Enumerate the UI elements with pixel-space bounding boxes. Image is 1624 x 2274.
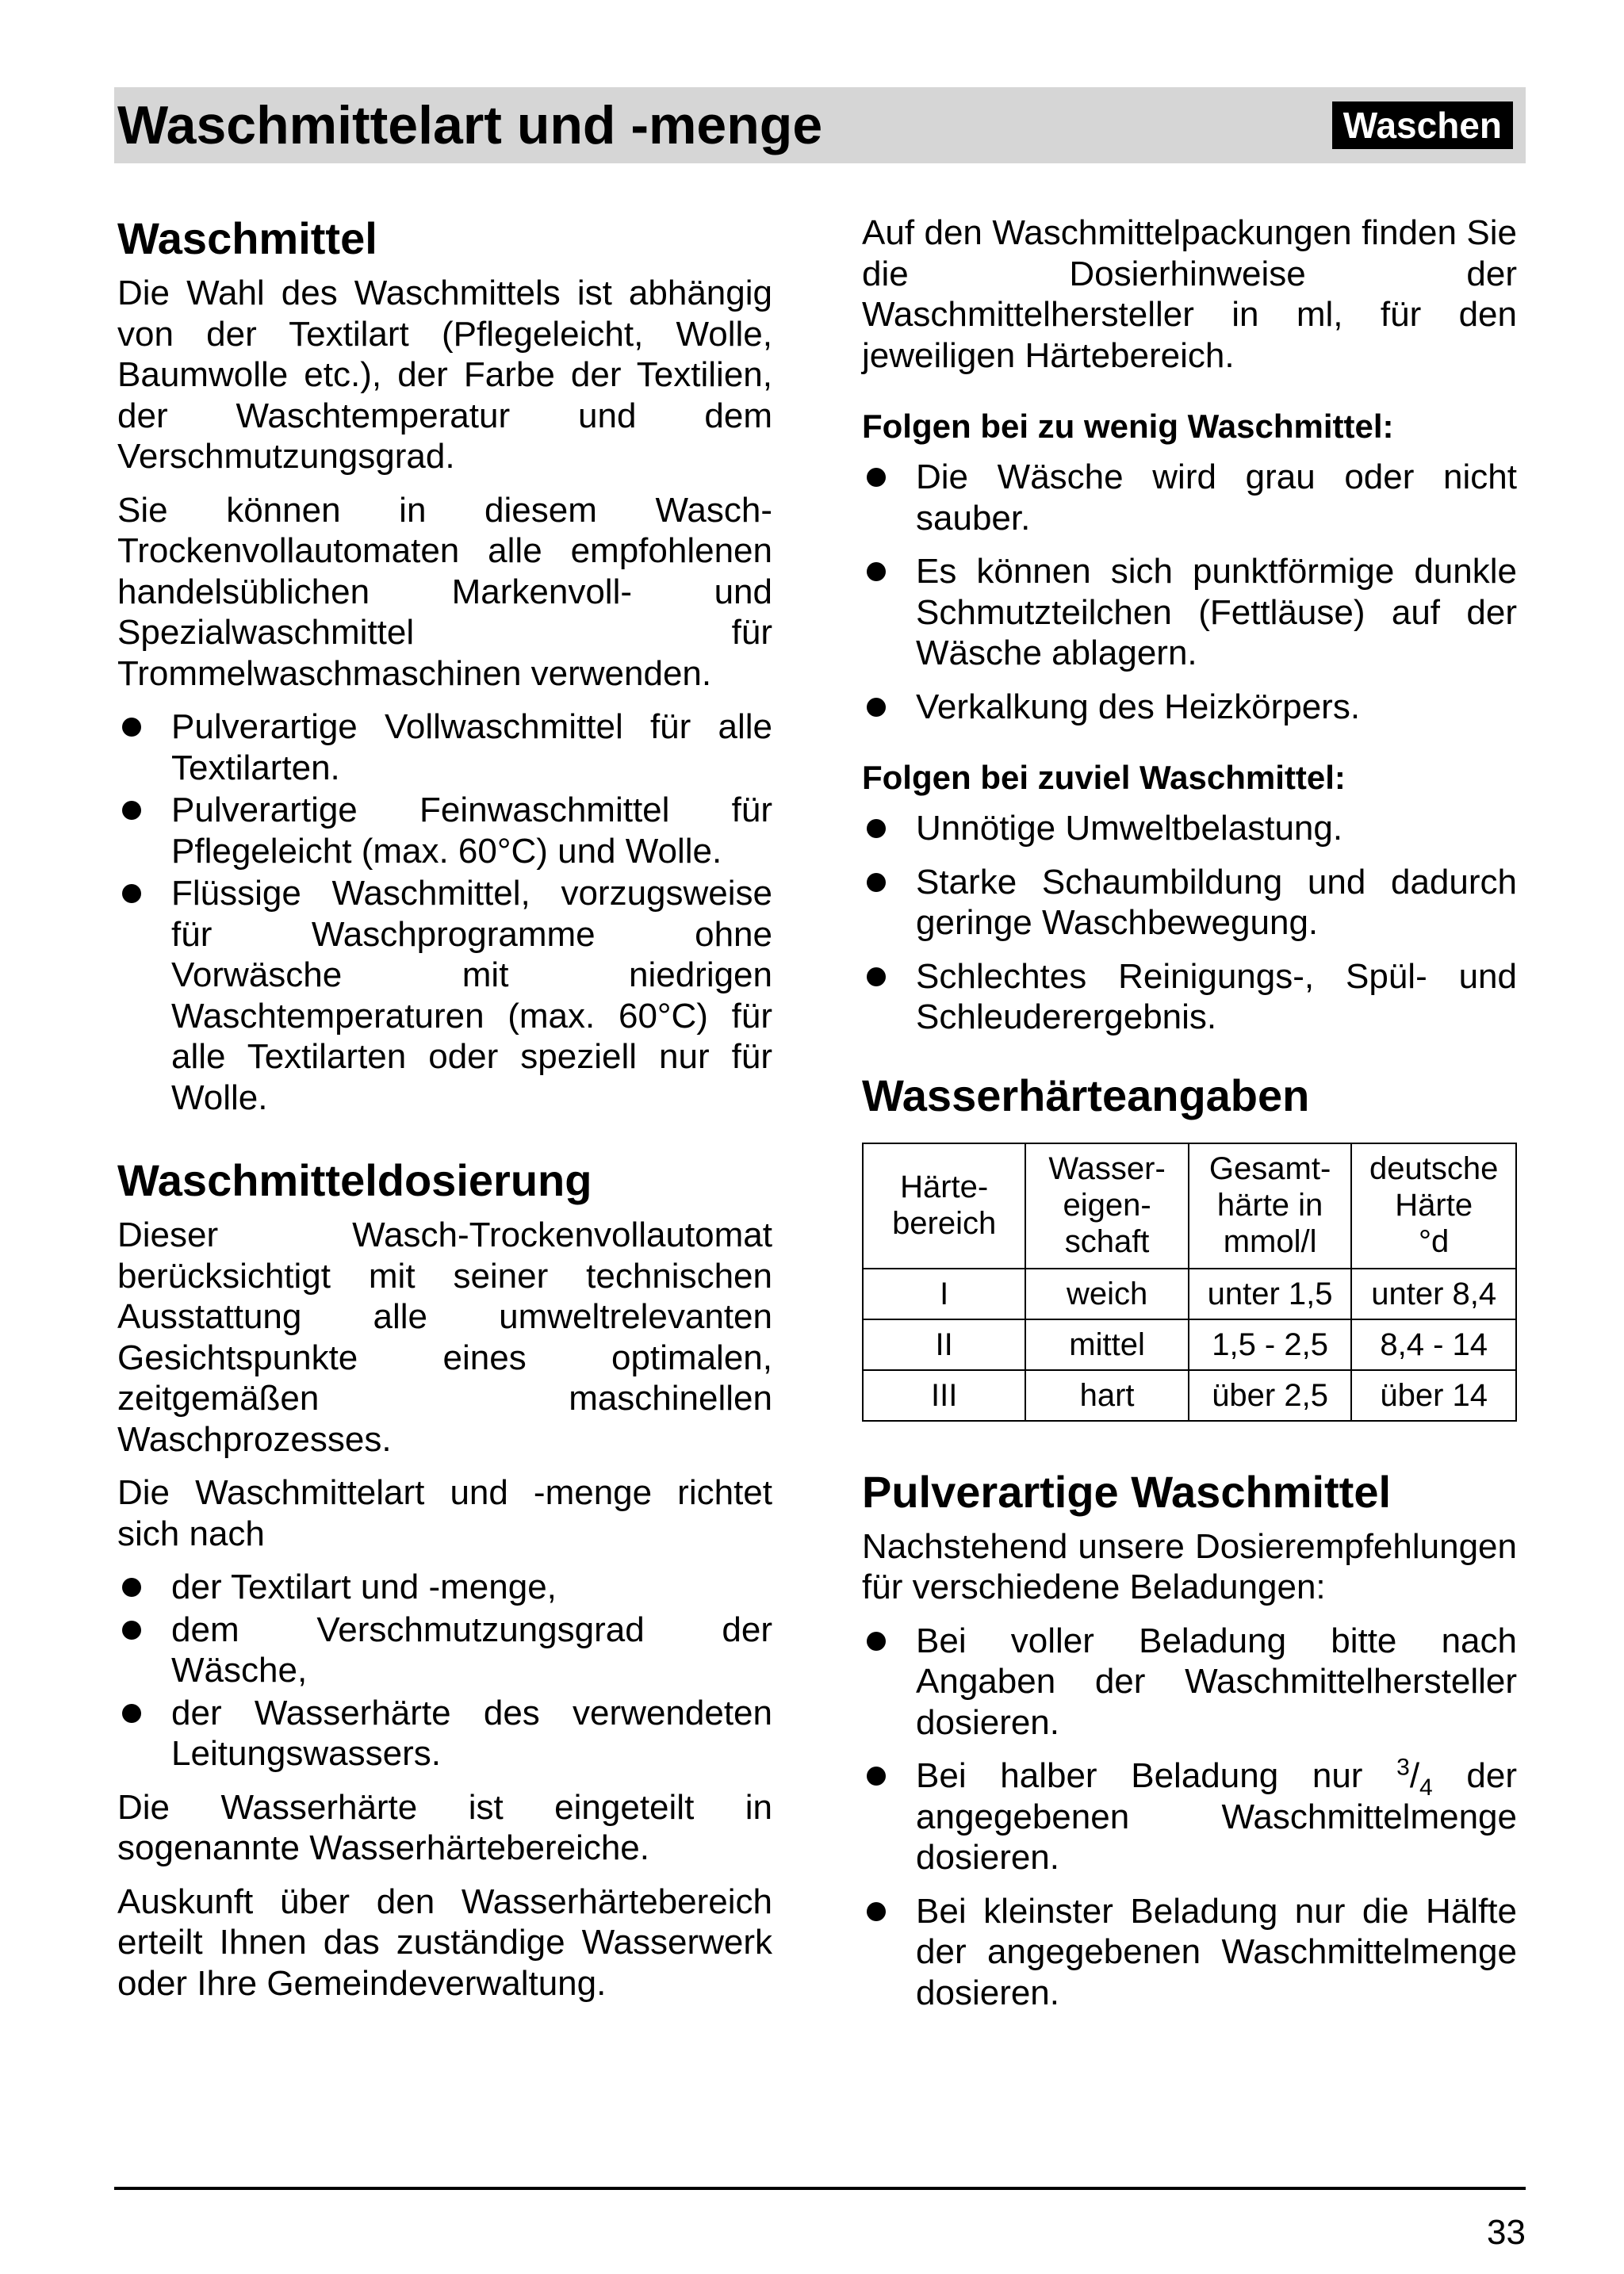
column-header: deutsche Härte °d <box>1351 1143 1516 1269</box>
table-cell: II <box>863 1319 1025 1370</box>
column-header: Wasser- eigen- schaft <box>1025 1143 1188 1269</box>
bullet-icon <box>122 718 141 737</box>
table-cell: 8,4 - 14 <box>1351 1319 1516 1370</box>
dosage-recommendations-list <box>862 1621 1517 2014</box>
consequences-too-much-list <box>862 808 1517 1038</box>
bullet-icon <box>122 1704 141 1723</box>
list-item: dem Verschmutzungsgrad der Wäsche, <box>117 1610 772 1691</box>
paragraph: Dieser Wasch-Trockenvollautomat berücksichtigt mit seiner technischen Ausstattung alle umweltrelevanten Gesichtspunkte eines optimalen, zeitgemäßen maschinellen Waschprozesses. <box>117 1215 772 1459</box>
heading-folgen-zu-wenig: Folgen bei zu wenig Waschmittel: <box>862 408 1394 445</box>
bullet-icon <box>122 884 141 903</box>
list-item: Pulverartige Vollwaschmittel für alle Textilarten. <box>117 706 772 788</box>
paragraph: Die Waschmittelart und -menge richtet sich nach <box>117 1473 772 1553</box>
list-item: Die Wäsche wird grau oder nicht sauber. <box>862 457 1517 538</box>
list-item: Verkalkung des Heizkörpers. <box>862 687 1517 728</box>
right-column <box>862 212 1517 2026</box>
dosage-factors-list <box>117 1567 772 1774</box>
list-item: Bei halber Beladung nur $^3/_4$ der angegebenen Waschmittelmenge dosieren. <box>862 1755 1517 1878</box>
table-cell: unter 1,5 <box>1189 1269 1352 1319</box>
paragraph: Auskunft über den Wasserhärtebereich erteilt Ihnen das zuständige Wasserwerk oder Ihre Gemeindeverwaltung. <box>117 1882 772 2003</box>
fraction-numerator: 3 <box>1396 1754 1410 1781</box>
bullet-icon <box>867 468 886 487</box>
list-item: Unnötige Umweltbelastung. <box>862 808 1517 849</box>
column-header: Gesamt- härte in mmol/l <box>1189 1143 1352 1269</box>
bullet-icon <box>867 967 886 986</box>
bullet-icon <box>122 1578 141 1597</box>
list-item: Flüssige Waschmittel, vorzugsweise für Waschprogramme ohne Vorwäsche mit niedrigen Waschtemperaturen (max. 60°C) für alle Textilarten oder speziell nur für Wolle. <box>117 873 772 1118</box>
page-number: 33 <box>1487 2213 1526 2252</box>
list-item: der Wasserhärte des verwendeten Leitungswassers. <box>117 1693 772 1774</box>
list-item: Es können sich punktförmige dunkle Schmutzteilchen (Fettläuse) auf der Wäsche ablagern. <box>862 551 1517 674</box>
list-item: Schlechtes Reinigungs-, Spül- und Schleuderergebnis. <box>862 956 1517 1038</box>
consequences-too-little-list <box>862 457 1517 727</box>
heading-pulverartige-waschmittel: Pulverartige Waschmittel <box>862 1466 1392 1517</box>
table-cell: unter 8,4 <box>1351 1269 1516 1319</box>
list-item: der Textilart und -menge, <box>117 1567 772 1608</box>
table-cell: über 2,5 <box>1189 1370 1352 1421</box>
paragraph: Die Wasserhärte ist eingeteilt in sogenannte Wasserhärtebereiche. <box>117 1787 772 1867</box>
bullet-icon <box>867 819 886 838</box>
bullet-icon <box>122 801 141 820</box>
table-header-row <box>863 1143 1516 1269</box>
bullet-icon <box>867 562 886 581</box>
table-row <box>863 1370 1516 1421</box>
table-cell: III <box>863 1370 1025 1421</box>
paragraph: Auf den Waschmittelpackungen finden Sie die Dosierhinweise der Waschmittelhersteller in ml, für den jeweiligen Härtebereich. <box>862 213 1517 375</box>
table-cell: mittel <box>1025 1319 1188 1370</box>
list-item: Bei voller Beladung bitte nach Angaben der Waschmittelhersteller dosieren. <box>862 1621 1517 1744</box>
detergent-list <box>117 706 772 1118</box>
list-item: Pulverartige Feinwaschmittel für Pflegeleicht (max. 60°C) und Wolle. <box>117 790 772 871</box>
table-cell: 1,5 - 2,5 <box>1189 1319 1352 1370</box>
table-cell: weich <box>1025 1269 1188 1319</box>
table-row <box>863 1269 1516 1319</box>
bullet-icon <box>122 1621 141 1640</box>
water-hardness-table <box>862 1143 1517 1422</box>
section-tag: Waschen <box>1332 101 1513 149</box>
list-item: Starke Schaumbildung und dadurch geringe Waschbewegung. <box>862 862 1517 944</box>
table-cell: I <box>863 1269 1025 1319</box>
list-item: Bei kleinster Beladung nur die Hälfte der angegebenen Waschmittelmenge dosieren. <box>862 1891 1517 2014</box>
bullet-icon <box>867 873 886 892</box>
heading-wasserhaerteangaben: Wasserhärteangaben <box>862 1070 1310 1120</box>
footer-rule <box>114 2187 1526 2190</box>
paragraph: Nachstehend unsere Dosierempfehlungen für verschiedene Beladungen: <box>862 1526 1517 1606</box>
bullet-icon <box>867 1632 886 1651</box>
left-column <box>117 212 772 2004</box>
bullet-icon <box>867 1902 886 1921</box>
water-hardness-table-wrapper <box>862 1143 1517 1422</box>
bullet-icon <box>867 698 886 717</box>
bullet-icon <box>867 1767 886 1786</box>
table-cell: hart <box>1025 1370 1188 1421</box>
column-header: Härte- bereich <box>863 1143 1025 1269</box>
heading-waschmittel: Waschmittel <box>117 213 377 263</box>
fraction-denominator: 4 <box>1419 1774 1433 1801</box>
table-cell: über 14 <box>1351 1370 1516 1421</box>
heading-folgen-zuviel: Folgen bei zuviel Waschmittel: <box>862 759 1346 796</box>
table-row <box>863 1319 1516 1370</box>
paragraph: Die Wahl des Waschmittels ist abhängig von der Textilart (Pflegeleicht, Wolle, Baumwolle etc.), der Farbe der Textilien, der Waschtemperatur und dem Verschmutzungsgrad. <box>117 274 772 476</box>
paragraph: Sie können in diesem Wasch-Trockenvollautomaten alle empfohlenen handelsüblichen Markenvoll- und Spezialwaschmittel für Trommelwaschmaschinen verwenden. <box>117 490 772 693</box>
page-title: Waschmittelart und -menge <box>117 95 823 155</box>
heading-waschmitteldosierung: Waschmitteldosierung <box>117 1155 592 1205</box>
